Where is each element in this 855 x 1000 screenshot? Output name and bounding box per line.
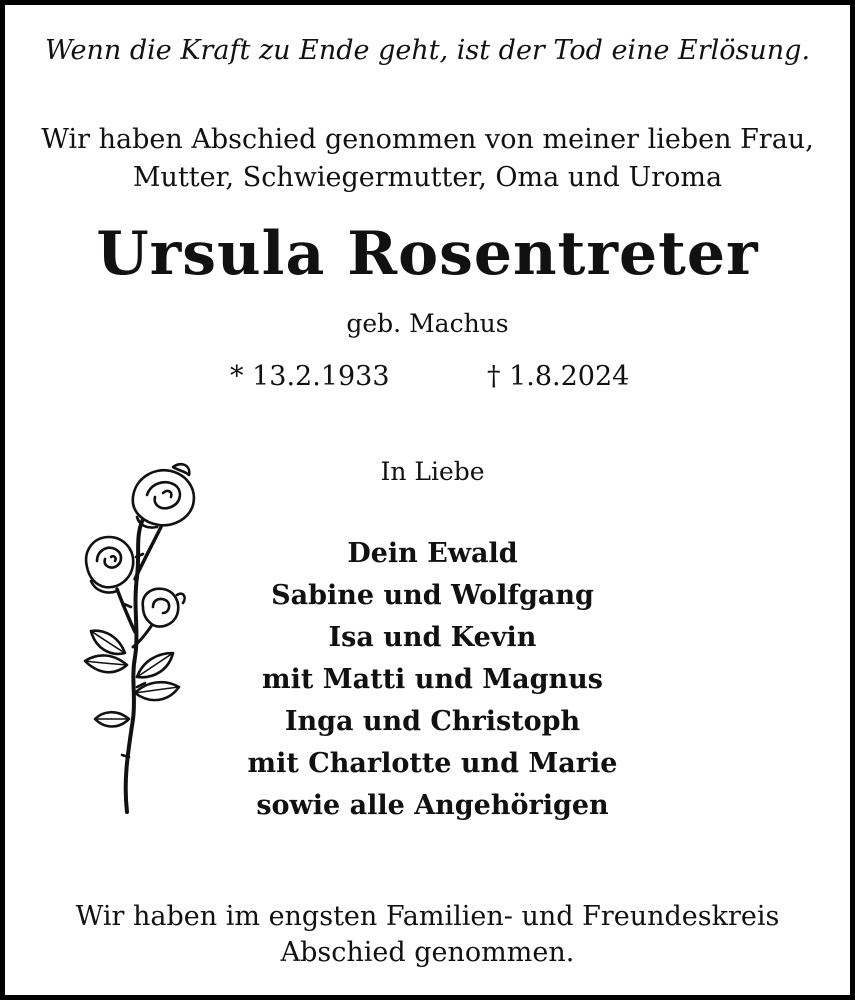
mourner-line: Inga und Christoph <box>284 706 581 737</box>
mourner-line: Sabine und Wolfgang <box>271 580 594 611</box>
deceased-name: Ursula Rosentreter <box>96 219 759 289</box>
in-love-text: In Liebe <box>380 457 485 486</box>
closing-line-1: Wir haben im engsten Familien- und Freundeskreis <box>75 901 780 932</box>
death-date: † 1.8.2024 <box>487 361 630 392</box>
mourner-line: mit Matti und Magnus <box>262 664 603 695</box>
motto: Wenn die Kraft zu Ende geht, ist der Tod eine Erlösung. <box>44 35 811 66</box>
intro-line-1: Wir haben Abschied genommen von meiner lieben Frau, <box>41 124 814 155</box>
maiden-name: geb. Machus <box>346 309 509 338</box>
closing-text <box>5 899 850 971</box>
mourner-line: Isa und Kevin <box>328 622 537 653</box>
birth-date: * 13.2.1933 <box>230 361 390 392</box>
intro-line-2: Mutter, Schwiegermutter, Oma und Uroma <box>132 162 723 193</box>
mourner-line: mit Charlotte und Marie <box>247 748 618 779</box>
mourner-line: Dein Ewald <box>347 538 518 569</box>
closing-line-2: Abschied genommen. <box>280 937 575 968</box>
mourner-line: sowie alle Angehörigen <box>256 790 609 821</box>
mourners-list <box>5 533 855 827</box>
intro-text <box>5 121 850 197</box>
